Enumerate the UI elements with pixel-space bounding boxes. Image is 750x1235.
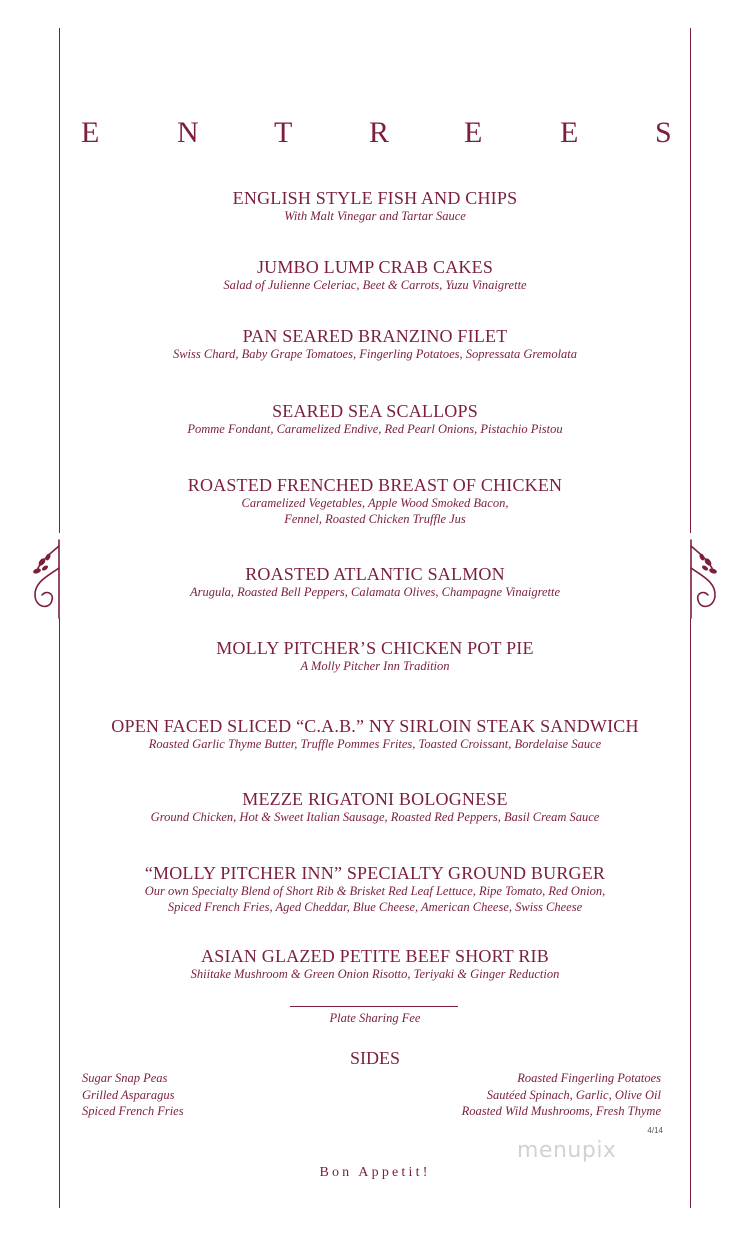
item-name: PAN SEARED BRANZINO FILET (242, 326, 508, 346)
item-description: Ground Chicken, Hot & Sweet Italian Sausage, Roasted Red Peppers, Basil Cream Sauce (150, 810, 600, 824)
menu-item (0, 638, 750, 674)
title-letter: E (81, 116, 100, 149)
item-description: Caramelized Vegetables, Apple Wood Smoked Bacon, (241, 496, 509, 510)
signoff: Bon Appetit! (319, 1165, 431, 1180)
fee-divider (290, 1006, 458, 1007)
side-item: Sautéed Spinach, Garlic, Olive Oil (486, 1087, 661, 1102)
item-description: Shiitake Mushroom & Green Onion Risotto, Teriyaki & Ginger Reduction (190, 967, 560, 981)
item-name: ENGLISH STYLE FISH AND CHIPS (232, 188, 518, 208)
sides-left-column (82, 1070, 184, 1120)
item-description: Fennel, Roasted Chicken Truffle Jus (284, 512, 466, 526)
menu-item (0, 789, 750, 825)
side-item: Roasted Wild Mushrooms, Fresh Thyme (461, 1104, 661, 1118)
menu-item (0, 188, 750, 224)
item-name: OPEN FACED SLICED “C.A.B.” NY SIRLOIN STEAK SANDWICH (111, 716, 639, 736)
item-name: “MOLLY PITCHER INN” SPECIALTY GROUND BURGER (144, 863, 606, 883)
item-name: MOLLY PITCHER’S CHICKEN POT PIE (216, 638, 534, 658)
side-item: Spiced French Fries (82, 1104, 184, 1118)
item-description: Spiced French Fries, Aged Cheddar, Blue Cheese, American Cheese, Swiss Cheese (167, 900, 583, 914)
sides-right-column (462, 1070, 661, 1120)
menu-item (0, 326, 750, 362)
item-name: ROASTED ATLANTIC SALMON (245, 564, 505, 584)
item-description: Salad of Julienne Celeriac, Beet & Carrots, Yuzu Vinaigrette (223, 278, 527, 292)
title-letter: N (177, 116, 199, 149)
sides-title: SIDES (349, 1048, 400, 1068)
title-letter: S (655, 116, 672, 149)
menu-item (0, 863, 750, 915)
item-description: Roasted Garlic Thyme Butter, Truffle Pommes Frites, Toasted Croissant, Bordelaise Sauce (148, 737, 602, 751)
menupix-watermark: menupix (517, 1138, 617, 1163)
item-name: MEZZE RIGATONI BOLOGNESE (242, 789, 508, 809)
item-description: Swiss Chard, Baby Grape Tomatoes, Fingerling Potatoes, Sopressata Gremolata (172, 347, 578, 361)
side-item: Grilled Asparagus (82, 1087, 175, 1102)
item-description: Arugula, Roasted Bell Peppers, Calamata Olives, Champagne Vinaigrette (189, 585, 561, 599)
item-description: Our own Specialty Blend of Short Rib & Brisket Red Leaf Lettuce, Ripe Tomato, Red Onion, (144, 884, 606, 898)
menu-item (0, 257, 750, 293)
plate-sharing-fee: Plate Sharing Fee (329, 1011, 421, 1025)
item-name: ASIAN GLAZED PETITE BEEF SHORT RIB (201, 946, 549, 966)
menu-item (0, 401, 750, 437)
date-code: 4/14 (647, 1126, 663, 1135)
item-description: With Malt Vinegar and Tartar Sauce (284, 209, 466, 223)
title-letter: T (274, 116, 293, 149)
title-letter: R (369, 116, 390, 149)
item-name: JUMBO LUMP CRAB CAKES (256, 257, 494, 277)
item-name: ROASTED FRENCHED BREAST OF CHICKEN (187, 475, 563, 495)
item-name: SEARED SEA SCALLOPS (272, 401, 478, 421)
side-item: Roasted Fingerling Potatoes (517, 1071, 661, 1085)
page-title (0, 116, 750, 156)
item-description: Pomme Fondant, Caramelized Endive, Red Pearl Onions, Pistachio Pistou (187, 422, 563, 436)
title-letter: E (464, 116, 483, 149)
menu-item (0, 716, 750, 752)
title-letter: E (560, 116, 579, 149)
menu-item (0, 564, 750, 600)
menu-item (0, 475, 750, 527)
item-description: A Molly Pitcher Inn Tradition (300, 659, 450, 673)
menu-item (0, 946, 750, 982)
side-item: Sugar Snap Peas (82, 1071, 168, 1085)
